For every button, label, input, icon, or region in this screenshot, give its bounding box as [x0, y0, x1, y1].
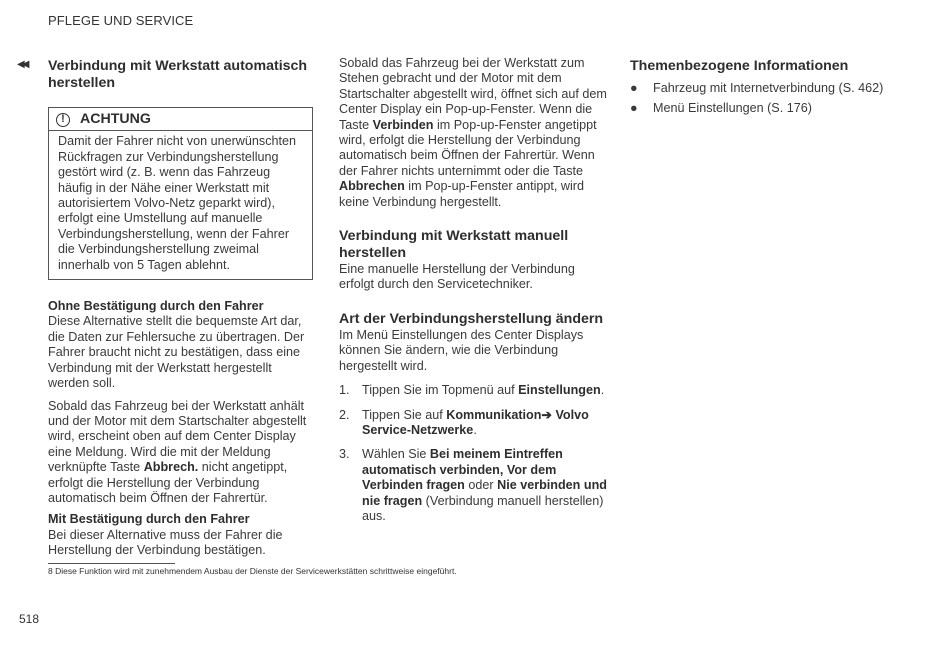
right-arrow-icon: ➔	[541, 407, 552, 422]
abbrechen-button-label: Abbrechen	[339, 179, 405, 194]
column-right	[630, 58, 890, 122]
verbinden-button-label: Verbinden	[372, 117, 434, 132]
section-title-manual: Verbindung mit Werkstatt manuell herstellen	[339, 228, 569, 262]
warning-title: ACHTUNG	[80, 111, 151, 127]
footnote-divider	[48, 563, 175, 564]
subsection-title-without-confirmation: Ohne Bestätigung durch den Fahrer	[48, 299, 264, 314]
related-links	[630, 81, 890, 117]
bullet-icon: ●	[630, 101, 638, 116]
paragraph-message-display: Sobald das Fahrzeug bei der Werkstatt anhält und der Motor mit dem Startschalter abgestellt wird, erscheint oben auf dem Center Display eine Meldung. Wird die mit der Meldung verknüpfte Taste Abbrech. nicht angetippt, erfolgt die Herstellung der Verbindung automatisch beim Öffnen der Fahrertür.	[48, 398, 307, 505]
paragraph-change: Im Menü Einstellungen des Center Displays können Sie ändern, wie die Verbindung hergestellt wird.	[339, 327, 584, 373]
warning-box	[48, 107, 313, 280]
list-item: 3. Wählen Sie Bei meinem Eintreffen automatisch verbinden, Vor dem Verbinden fragen oder Nie verbinden und nie fragen (Verbindung manuell herstellen) aus.	[339, 447, 607, 523]
info-circle-icon: !	[56, 113, 70, 127]
bullet-icon: ●	[630, 81, 638, 95]
double-left-arrow-icon: ◀◀	[17, 59, 27, 70]
subsection-title-with-confirmation: Mit Bestätigung durch den Fahrer	[48, 512, 250, 527]
warning-text: Damit der Fahrer nicht von unerwünschten Rückfragen zur Verbindungsherstellung gestört wird (z. B. wenn das Fahrzeug häufig in der Nähe einer Werkstatt mit autorisiertem Volvo-Netz geparkt wird), erfolgt eine Umstellung auf manuelle Verbindungsherstellung, wenn der Fahrer die Verbindungsherstellung zweimal innerhalb von 5 Tagen ablehnt.	[58, 134, 296, 272]
paragraph-manual: Eine manuelle Herstellung der Verbindung erfolgt durch den Servicetechniker.	[339, 262, 575, 292]
abbrech-button-label: Abbrech.	[143, 460, 199, 475]
related-info-title: Themenbezogene Informationen	[630, 58, 849, 74]
section-title-automatic: Verbindung mit Werkstatt automatisch herstellen	[48, 58, 308, 91]
warning-header	[49, 108, 312, 131]
paragraph-with-confirmation: Bei dieser Alternative muss der Fahrer die Herstellung der Verbindung bestätigen.	[48, 527, 283, 558]
column-left	[48, 58, 313, 559]
page-number: 518	[19, 612, 40, 626]
list-item: 2. Tippen Sie auf Kommunikation➔ Volvo Service-Netzwerke.	[339, 407, 589, 437]
footnote: 8 Diese Funktion wird mit zunehmendem Ausbau der Dienste der Servicewerkstätten schrittweise eingeführt.	[48, 566, 457, 576]
paragraph-popup: Sobald das Fahrzeug bei der Werkstatt zum Stehen gebracht und der Motor mit dem Startschalter abgestellt wird, öffnet sich auf dem Center Display ein Pop-up-Fenster. Wenn die Taste Verbinden im Pop-up-Fenster angetippt wird, erfolgt die Herstellung der Verbindung automatisch beim Öffnen der Fahrertür. Wenn der Fahrer nichts unternimmt oder die Taste Abbrechen im Pop-up-Fenster antippt, wird keine Verbindung hergestellt.	[339, 56, 607, 209]
related-link-settings[interactable]: ● Menü Einstellungen (S. 176)	[630, 101, 812, 116]
related-link-internet[interactable]: ● Fahrzeug mit Internetverbindung (S. 462)	[630, 81, 884, 95]
list-item: 1. Tippen Sie im Topmenü auf Einstellungen.	[339, 383, 605, 398]
running-head: PFLEGE UND SERVICE	[48, 13, 194, 28]
steps-list	[339, 383, 607, 524]
paragraph-without-confirmation: Diese Alternative stellt die bequemste Art dar, die Daten zur Fehlersuche zu übertragen. Der Fahrer braucht nicht zu bestätigen, dass eine Verbindung mit der Werkstatt hergestellt werden soll.	[48, 314, 305, 391]
column-middle	[339, 56, 607, 533]
section-title-change: Art der Verbindungsherstellung ändern	[339, 310, 604, 327]
